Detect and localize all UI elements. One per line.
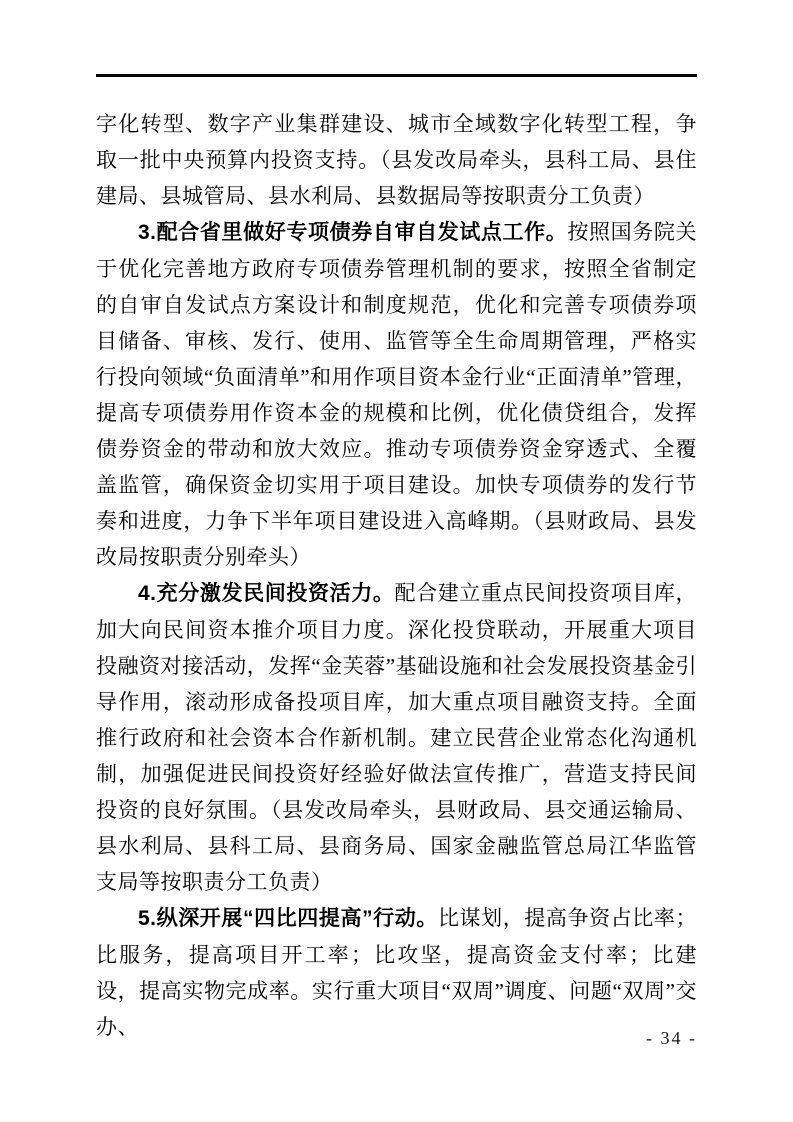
header-rule [96,74,697,77]
paragraph [96,900,697,1045]
paragraph [96,575,697,900]
paragraph-heading-text: 4.充分激发民间投资活力。 [138,582,395,605]
paragraph-body-text: 比谋划，提高争资占比率；比服务，提高项目开工率；比攻坚，提高资金支付率；比建设，提高实物完成率。实行重大项目“双周”调度、问题“双周”交办、 [96,906,698,1039]
paragraph [96,106,697,214]
paragraph-heading-text: 3.配合省里做好专项债券自审自发试点工作。 [138,221,568,244]
document-body [96,106,697,1045]
page-number: - 34 - [646,1028,697,1048]
paragraph [96,214,697,575]
page-footer [96,1028,697,1049]
paragraph-body-text: 配合建立重点民间投资项目库，加大向民间资本推介项目力度。深化投贷联动，开展重大项目投融资对接活动，发挥“金芙蓉”基础设施和社会发展投资基金引导作用，滚动形成备投项目库，加大重点项目融资支持。全面推行政府和社会资本合作新机制。建立民营企业常态化沟通机制，加强促进民间投资好经验好做法宣传推广，营造支持民间投资的良好氛围。（县发改局牵头，县财政局、县交通运输局、县水利局、县科工局、县商务局、国家金融监管总局江华监管支局等按职责分工负责） [96,581,698,894]
paragraph-body-text: 字化转型、数字产业集群建设、城市全域数字化转型工程，争取一批中央预算内投资支持。（县发改局牵头，县科工局、县住建局、县城管局、县水利局、县数据局等按职责分工负责） [96,112,697,208]
paragraph-heading-text: 5.纵深开展“四比四提高”行动。 [138,907,438,930]
paragraph-body-text: 按照国务院关于优化完善地方政府专项债券管理机制的要求，按照全省制定的自审自发试点方案设计和制度规范，优化和完善专项债券项目储备、审核、发行、使用、监管等全生命周期管理，严格实行投向领域“负面清单”和用作项目资本金行业“正面清单”管理，提高专项债券用作资本金的规模和比例，优化债贷组合，发挥债券资金的带动和放大效应。推动专项债券资金穿透式、全覆盖监管，确保资金切实用于项目建设。加快专项债券的发行节奏和进度，力争下半年项目建设进入高峰期。（县财政局、县发改局按职责分别牵头） [96,220,698,569]
